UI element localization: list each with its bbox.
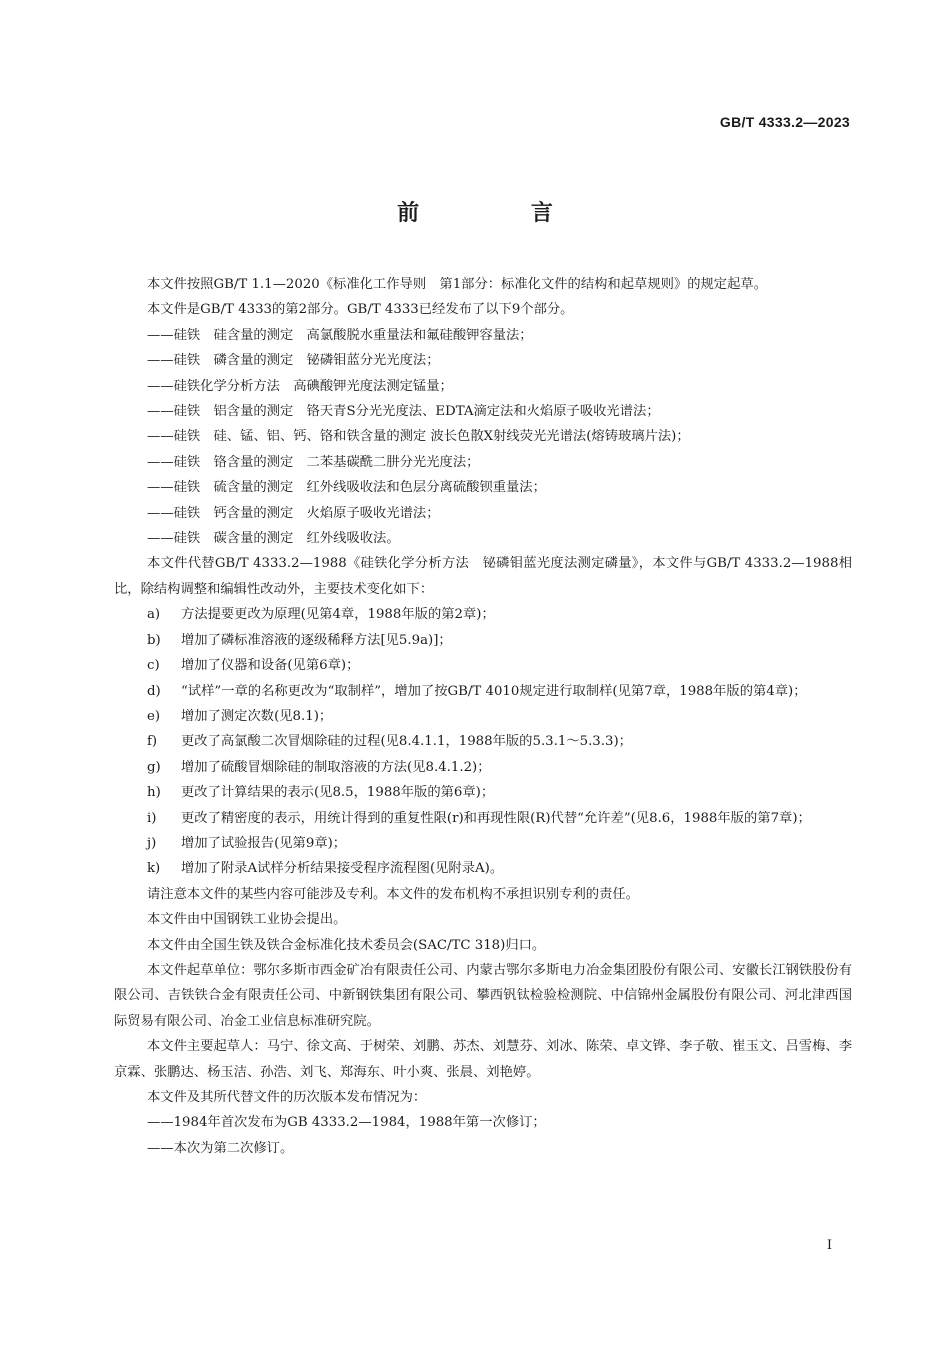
part-item: ——硅铁 铝含量的测定 铬天青S分光光度法、EDTA滴定法和火焰原子吸收光谱法； xyxy=(147,404,660,420)
list-marker: b) xyxy=(147,632,161,648)
part-item: ——硅铁化学分析方法 高碘酸钾光度法测定锰量； xyxy=(147,378,453,394)
part-item: ——硅铁 硅、锰、铝、钙、铬和铁含量的测定 波长色散X射线荧光光谱法(熔铸玻璃片法)； xyxy=(147,429,690,445)
change-item xyxy=(114,780,852,805)
list-marker: d) xyxy=(147,683,161,699)
change-text: 增加了试验报告(见第9章)； xyxy=(181,835,347,851)
committee-note: 本文件由全国生铁及铁合金标准化技术委员会(SAC/TC 318)归口。 xyxy=(147,937,546,953)
change-item xyxy=(114,729,852,754)
change-item xyxy=(114,628,852,653)
standard-code: GB/T 4333.2—2023 xyxy=(719,114,850,130)
part-item: ——硅铁 磷含量的测定 铋磷钼蓝分光光度法； xyxy=(147,353,440,369)
change-item xyxy=(114,653,852,678)
intro-paragraph: 本文件是GB/T 4333的第2部分。GB/T 4333已经发布了以下9个部分。 xyxy=(147,302,574,318)
change-text: 方法提要更改为原理(见第4章，1988年版的第2章)； xyxy=(181,607,495,623)
change-text: 增加了附录A试样分析结果接受程序流程图(见附录A)。 xyxy=(181,861,504,877)
change-text: 更改了计算结果的表示(见8.5，1988年版的第6章)； xyxy=(181,785,495,801)
list-marker: e) xyxy=(147,708,161,724)
list-marker: a) xyxy=(147,607,161,623)
changes-list xyxy=(114,602,852,881)
change-item xyxy=(114,755,852,780)
list-marker: c) xyxy=(147,658,160,674)
intro-paragraph: 本文件按照GB/T 1.1—2020《标准化工作导则 第1部分：标准化文件的结构和起草规则》的规定起草。 xyxy=(147,277,767,292)
change-item xyxy=(114,602,852,627)
history-intro: 本文件及其所代替文件的历次版本发布情况为： xyxy=(147,1090,427,1105)
proposer-note: 本文件由中国钢铁工业协会提出。 xyxy=(147,912,347,928)
part-item: ——硅铁 碳含量的测定 红外线吸收法。 xyxy=(147,531,400,547)
change-text: 增加了仪器和设备(见第6章)； xyxy=(181,658,360,674)
list-marker: j) xyxy=(147,835,157,851)
part-item: ——硅铁 硫含量的测定 红外线吸收法和色层分离硫酸钡重量法； xyxy=(147,480,546,496)
part-item: ——硅铁 钙含量的测定 火焰原子吸收光谱法； xyxy=(147,505,440,521)
list-marker: i) xyxy=(147,810,157,826)
drafters: 本文件主要起草人：马宁、徐文高、于树荣、刘鹏、苏杰、刘慧芬、刘冰、陈荣、卓文铧、李子敬、崔玉文、吕雪梅、李京霖、张鹏达、杨玉洁、孙浩、刘飞、郑海东、叶小爽、张晨、刘艳婷。 xyxy=(114,1039,852,1080)
part-item: ——硅铁 铬含量的测定 二苯基碳酰二肼分光光度法； xyxy=(147,454,480,470)
drafting-units: 本文件起草单位：鄂尔多斯市西金矿冶有限责任公司、内蒙古鄂尔多斯电力冶金集团股份有限公司、安徽长江钢铁股份有限公司、吉铁铁合金有限责任公司、中新钢铁集团有限公司、攀西钒钛检验检测院、中信锦州金属股份有限公司、河北津西国际贸易有限公司、冶金工业信息标准研究院。 xyxy=(114,962,852,1029)
parts-list xyxy=(114,323,852,552)
history-item: ——本次为第二次修订。 xyxy=(147,1140,294,1156)
list-marker: g) xyxy=(147,759,161,775)
change-text: 更改了高氯酸二次冒烟除硅的过程(见8.4.1.1，1988年版的5.3.1～5.3.3)； xyxy=(181,734,632,750)
change-text: 增加了测定次数(见8.1)； xyxy=(181,708,333,724)
change-item xyxy=(114,704,852,729)
change-item xyxy=(114,831,852,856)
list-marker: f) xyxy=(147,734,158,750)
history-item: ——1984年首次发布为GB 4333.2—1984，1988年第一次修订； xyxy=(147,1115,546,1131)
change-text: 增加了硫酸冒烟除硅的制取溶液的方法(见8.4.1.2)； xyxy=(181,759,491,775)
change-text: 更改了精密度的表示，用统计得到的重复性限(r)和再现性限(R)代替“允许差”(见8.6，1988年版的第7章)； xyxy=(181,810,811,826)
foreword-body xyxy=(114,272,852,1161)
part-item: ——硅铁 硅含量的测定 高氯酸脱水重量法和氟硅酸钾容量法； xyxy=(147,327,533,343)
list-marker: h) xyxy=(147,785,161,801)
patent-note: 请注意本文件的某些内容可能涉及专利。本文件的发布机构不承担识别专利的责任。 xyxy=(147,886,639,902)
page-title: 前 言 xyxy=(397,201,605,226)
list-marker: k) xyxy=(147,861,161,877)
change-item xyxy=(114,856,852,881)
change-text: 增加了磷标准溶液的逐级稀释方法[见5.9a)]； xyxy=(181,632,452,648)
change-text: “试样”一章的名称更改为“取制样”，增加了按GB/T 4010规定进行取制样(见第7章，1988年版的第4章)； xyxy=(181,683,807,699)
replace-paragraph: 本文件代替GB/T 4333.2—1988《硅铁化学分析方法 铋磷钼蓝光度法测定磷量》，本文件与GB/T 4333.2—1988相比，除结构调整和编辑性改动外，主要技术变化如下： xyxy=(114,556,852,597)
change-item xyxy=(114,679,852,704)
change-item xyxy=(114,806,852,831)
page-number: I xyxy=(826,1238,832,1253)
